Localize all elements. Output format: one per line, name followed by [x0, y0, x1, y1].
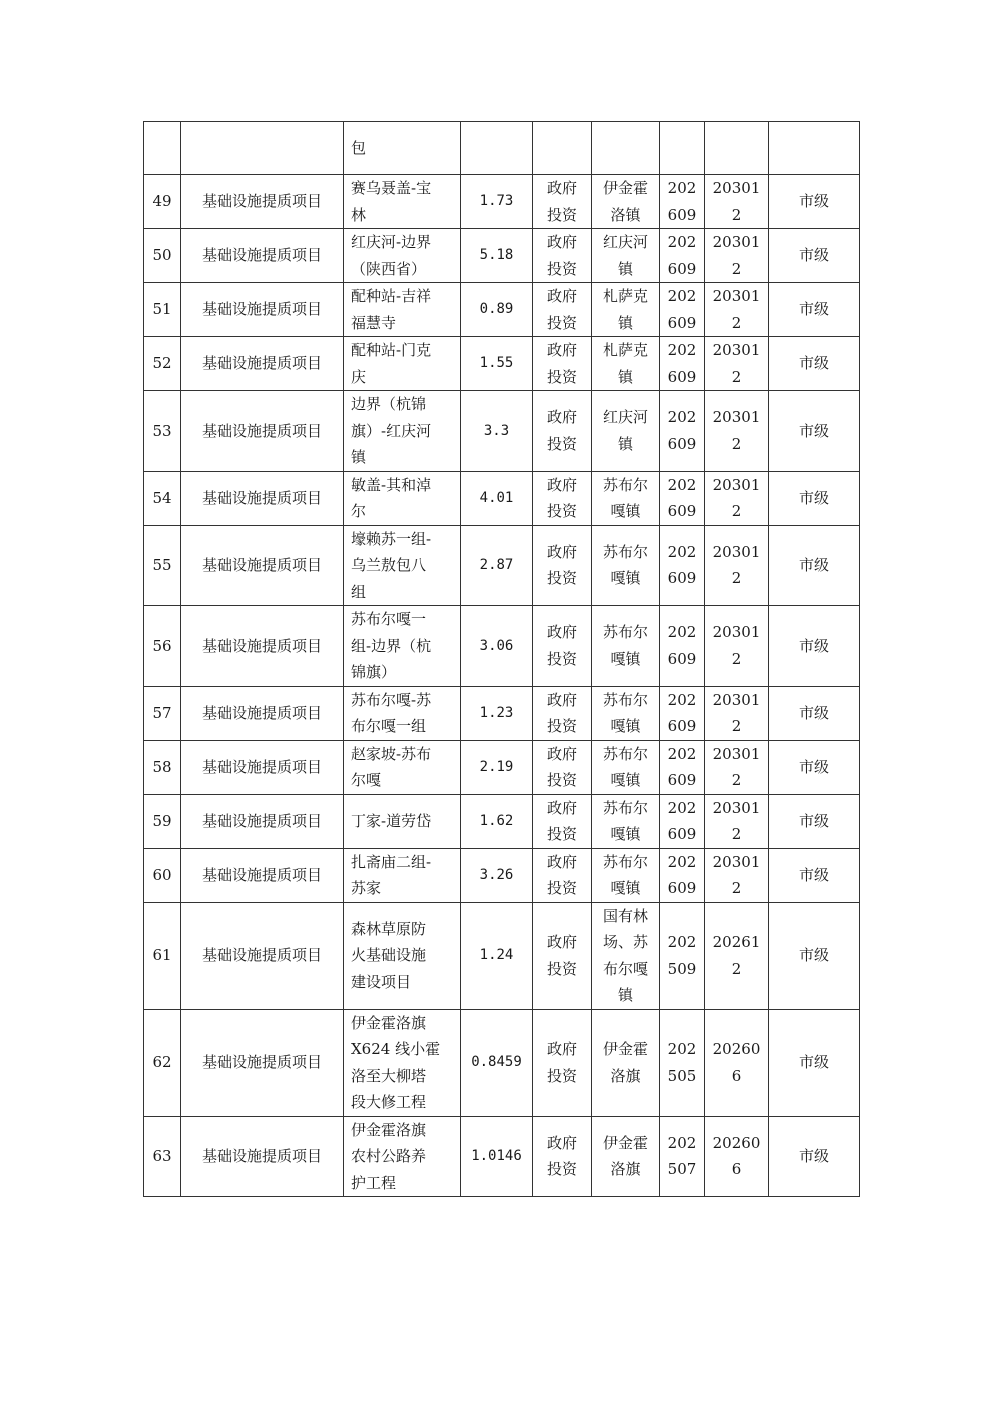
- cell-no: 63: [144, 1116, 181, 1197]
- cell-project-name: 赛乌聂盖-宝 林: [344, 175, 461, 229]
- cell-start: [660, 122, 705, 175]
- cell-start: 202 609: [660, 337, 705, 391]
- cell-no: 58: [144, 740, 181, 794]
- cell-no: 54: [144, 471, 181, 525]
- table-row: [144, 794, 860, 848]
- cell-no: [144, 122, 181, 175]
- cell-level: 市级: [769, 1116, 860, 1197]
- cell-category: 基础设施提质项目: [181, 740, 344, 794]
- cell-project-name: 边界（杭锦 旗）-红庆河 镇: [344, 391, 461, 472]
- cell-funding: 政府 投资: [533, 391, 592, 472]
- table-row: [144, 337, 860, 391]
- cell-location: 苏布尔 嘎镇: [592, 606, 660, 687]
- cell-end: 20260 6: [705, 1009, 769, 1116]
- cell-category: 基础设施提质项目: [181, 525, 344, 606]
- cell-start: 202 509: [660, 902, 705, 1009]
- table-body: [144, 122, 860, 1197]
- cell-amount: 1.62: [461, 794, 533, 848]
- cell-category: 基础设施提质项目: [181, 1009, 344, 1116]
- cell-no: 55: [144, 525, 181, 606]
- cell-amount: 5.18: [461, 229, 533, 283]
- table-row: [144, 1116, 860, 1197]
- cell-project-name: 苏布尔嘎一 组-边界（杭 锦旗）: [344, 606, 461, 687]
- table-row: [144, 606, 860, 687]
- cell-end: 20301 2: [705, 686, 769, 740]
- cell-amount: 2.87: [461, 525, 533, 606]
- cell-end: 20301 2: [705, 337, 769, 391]
- cell-project-name: 敏盖-其和淖 尔: [344, 471, 461, 525]
- cell-level: 市级: [769, 391, 860, 472]
- cell-funding: [533, 122, 592, 175]
- cell-level: 市级: [769, 525, 860, 606]
- cell-start: 202 609: [660, 283, 705, 337]
- cell-start: 202 609: [660, 525, 705, 606]
- cell-no: 49: [144, 175, 181, 229]
- cell-amount: 1.55: [461, 337, 533, 391]
- cell-start: 202 609: [660, 471, 705, 525]
- cell-category: 基础设施提质项目: [181, 794, 344, 848]
- cell-level: [769, 122, 860, 175]
- cell-funding: 政府 投资: [533, 525, 592, 606]
- cell-no: 53: [144, 391, 181, 472]
- cell-project-name: 丁家-道劳岱: [344, 794, 461, 848]
- cell-amount: 1.23: [461, 686, 533, 740]
- cell-no: 60: [144, 848, 181, 902]
- cell-category: [181, 122, 344, 175]
- table-row: [144, 391, 860, 472]
- cell-end: 20301 2: [705, 229, 769, 283]
- cell-location: 札萨克 镇: [592, 283, 660, 337]
- cell-funding: 政府 投资: [533, 1116, 592, 1197]
- cell-location: 苏布尔 嘎镇: [592, 525, 660, 606]
- cell-level: 市级: [769, 740, 860, 794]
- cell-start: 202 609: [660, 391, 705, 472]
- cell-level: 市级: [769, 1009, 860, 1116]
- project-table: [143, 121, 860, 1197]
- cell-funding: 政府 投资: [533, 1009, 592, 1116]
- cell-project-name: 配种站-吉祥 福慧寺: [344, 283, 461, 337]
- cell-amount: 1.24: [461, 902, 533, 1009]
- cell-no: 50: [144, 229, 181, 283]
- cell-category: 基础设施提质项目: [181, 471, 344, 525]
- cell-end: 20301 2: [705, 606, 769, 687]
- cell-category: 基础设施提质项目: [181, 606, 344, 687]
- cell-level: 市级: [769, 283, 860, 337]
- cell-location: 伊金霍 洛旗: [592, 1009, 660, 1116]
- cell-location: 苏布尔 嘎镇: [592, 471, 660, 525]
- cell-location: 苏布尔 嘎镇: [592, 686, 660, 740]
- cell-funding: 政府 投资: [533, 740, 592, 794]
- cell-amount: 2.19: [461, 740, 533, 794]
- cell-location: 伊金霍 洛旗: [592, 1116, 660, 1197]
- cell-funding: 政府 投资: [533, 848, 592, 902]
- cell-category: 基础设施提质项目: [181, 686, 344, 740]
- cell-funding: 政府 投资: [533, 471, 592, 525]
- cell-funding: 政府 投资: [533, 229, 592, 283]
- cell-level: 市级: [769, 686, 860, 740]
- table-row: [144, 740, 860, 794]
- cell-project-name: 壕赖苏一组- 乌兰敖包八 组: [344, 525, 461, 606]
- cell-location: 苏布尔 嘎镇: [592, 740, 660, 794]
- cell-amount: 0.8459: [461, 1009, 533, 1116]
- cell-start: 202 609: [660, 175, 705, 229]
- cell-end: 20301 2: [705, 471, 769, 525]
- table-row: [144, 175, 860, 229]
- cell-funding: 政府 投资: [533, 902, 592, 1009]
- cell-no: 52: [144, 337, 181, 391]
- cell-funding: 政府 投资: [533, 337, 592, 391]
- cell-level: 市级: [769, 175, 860, 229]
- cell-start: 202 609: [660, 794, 705, 848]
- cell-project-name: 伊金霍洛旗 X624 线小霍 洛至大柳塔 段大修工程: [344, 1009, 461, 1116]
- cell-category: 基础设施提质项目: [181, 1116, 344, 1197]
- cell-end: 20301 2: [705, 794, 769, 848]
- cell-amount: 1.73: [461, 175, 533, 229]
- cell-end: 20301 2: [705, 391, 769, 472]
- cell-funding: 政府 投资: [533, 686, 592, 740]
- cell-start: 202 609: [660, 229, 705, 283]
- cell-level: 市级: [769, 337, 860, 391]
- cell-start: 202 609: [660, 606, 705, 687]
- cell-location: 红庆河 镇: [592, 229, 660, 283]
- cell-project-name: 伊金霍洛旗 农村公路养 护工程: [344, 1116, 461, 1197]
- cell-category: 基础设施提质项目: [181, 391, 344, 472]
- cell-location: 伊金霍 洛镇: [592, 175, 660, 229]
- cell-amount: 3.26: [461, 848, 533, 902]
- cell-location: [592, 122, 660, 175]
- table-row: [144, 686, 860, 740]
- cell-level: 市级: [769, 902, 860, 1009]
- cell-category: 基础设施提质项目: [181, 283, 344, 337]
- cell-amount: 0.89: [461, 283, 533, 337]
- cell-end: 20301 2: [705, 283, 769, 337]
- cell-funding: 政府 投资: [533, 794, 592, 848]
- table-row: [144, 283, 860, 337]
- cell-location: 国有林 场、苏 布尔嘎 镇: [592, 902, 660, 1009]
- cell-amount: 3.06: [461, 606, 533, 687]
- table-row: [144, 471, 860, 525]
- table-row: [144, 1009, 860, 1116]
- cell-no: 59: [144, 794, 181, 848]
- cell-level: 市级: [769, 606, 860, 687]
- cell-start: 202 609: [660, 740, 705, 794]
- cell-category: 基础设施提质项目: [181, 175, 344, 229]
- cell-project-name: 森林草原防 火基础设施 建设项目: [344, 902, 461, 1009]
- cell-end: 20301 2: [705, 175, 769, 229]
- cell-level: 市级: [769, 471, 860, 525]
- table-row: [144, 848, 860, 902]
- cell-level: 市级: [769, 229, 860, 283]
- cell-category: 基础设施提质项目: [181, 229, 344, 283]
- cell-no: 56: [144, 606, 181, 687]
- cell-start: 202 507: [660, 1116, 705, 1197]
- cell-end: 20301 2: [705, 740, 769, 794]
- cell-amount: 3.3: [461, 391, 533, 472]
- cell-start: 202 609: [660, 848, 705, 902]
- cell-project-name: 苏布尔嘎-苏 布尔嘎一组: [344, 686, 461, 740]
- cell-start: 202 609: [660, 686, 705, 740]
- cell-end: 20301 2: [705, 848, 769, 902]
- cell-level: 市级: [769, 848, 860, 902]
- cell-location: 苏布尔 嘎镇: [592, 794, 660, 848]
- cell-category: 基础设施提质项目: [181, 337, 344, 391]
- cell-end: 20261 2: [705, 902, 769, 1009]
- cell-project-name: 赵家坡-苏布 尔嘎: [344, 740, 461, 794]
- cell-no: 57: [144, 686, 181, 740]
- cell-amount: 1.0146: [461, 1116, 533, 1197]
- cell-end: 20260 6: [705, 1116, 769, 1197]
- cell-funding: 政府 投资: [533, 283, 592, 337]
- cell-project-name: 包: [344, 122, 461, 175]
- table-row: [144, 229, 860, 283]
- cell-category: 基础设施提质项目: [181, 902, 344, 1009]
- table-row: [144, 525, 860, 606]
- cell-end: 20301 2: [705, 525, 769, 606]
- cell-funding: 政府 投资: [533, 606, 592, 687]
- cell-funding: 政府 投资: [533, 175, 592, 229]
- cell-project-name: 红庆河-边界 （陕西省）: [344, 229, 461, 283]
- cell-location: 红庆河 镇: [592, 391, 660, 472]
- cell-amount: 4.01: [461, 471, 533, 525]
- cell-no: 62: [144, 1009, 181, 1116]
- table-row: [144, 902, 860, 1009]
- cell-start: 202 505: [660, 1009, 705, 1116]
- cell-location: 札萨克 镇: [592, 337, 660, 391]
- cell-no: 51: [144, 283, 181, 337]
- cell-end: [705, 122, 769, 175]
- cell-project-name: 配种站-门克 庆: [344, 337, 461, 391]
- cell-project-name: 扎斋庙二组- 苏家: [344, 848, 461, 902]
- cell-location: 苏布尔 嘎镇: [592, 848, 660, 902]
- cell-category: 基础设施提质项目: [181, 848, 344, 902]
- cell-no: 61: [144, 902, 181, 1009]
- table-row: [144, 122, 860, 175]
- cell-level: 市级: [769, 794, 860, 848]
- cell-amount: [461, 122, 533, 175]
